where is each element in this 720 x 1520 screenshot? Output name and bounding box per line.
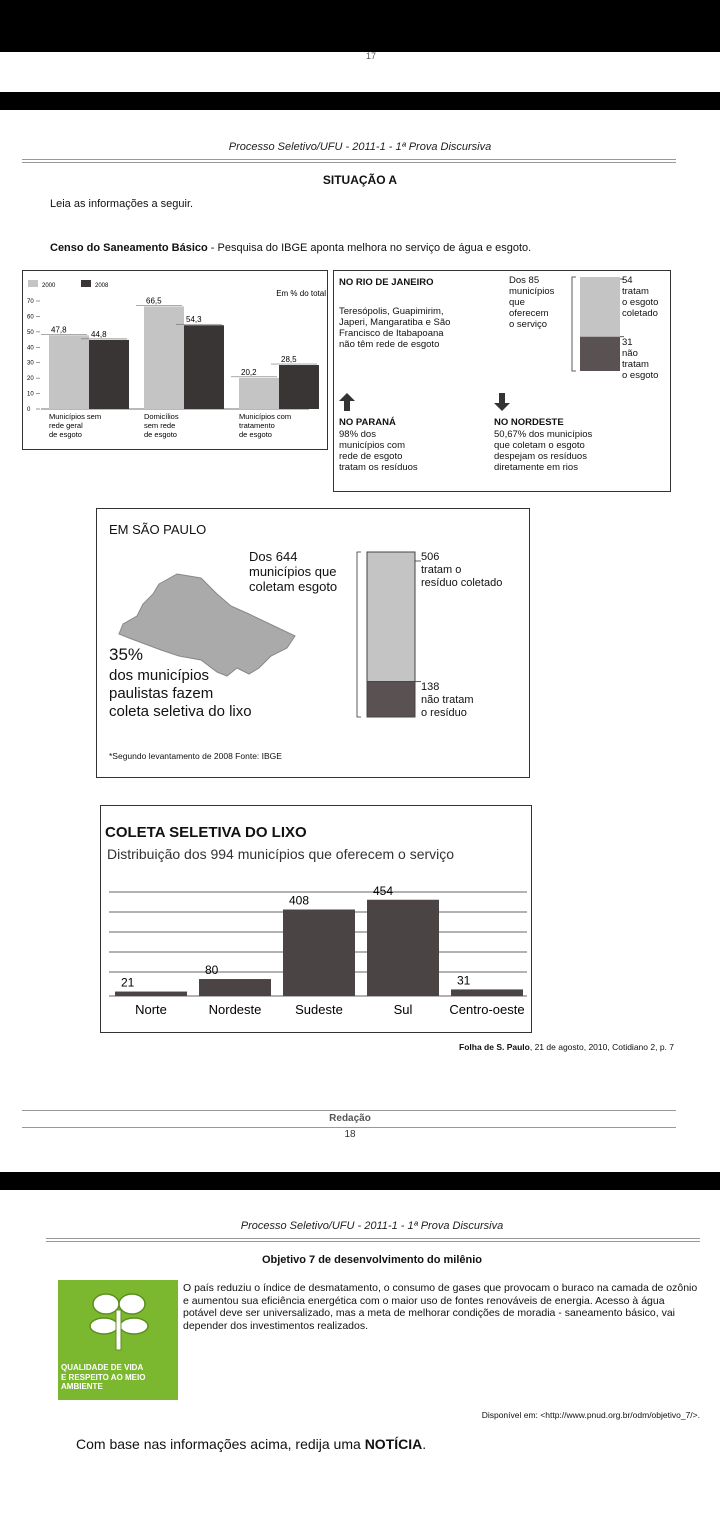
bar-2000-0	[49, 335, 89, 409]
y-tick-label: 30	[27, 360, 34, 367]
sp-top-value: 506 tratam o resíduo coletado	[421, 551, 503, 589]
nordeste-text: 50,67% dos municípios que coletam o esgoto despejam os resíduos diretamente em rios	[494, 429, 593, 473]
y-tick-label: 20	[27, 376, 34, 383]
sp-big-text: dos municípios paulistas fazem coleta seletiva do lixo	[109, 667, 252, 720]
value-label: 20,2	[241, 367, 257, 377]
rio-title: NO RIO DE JANEIRO	[339, 277, 434, 288]
saneamento-bar-chart	[23, 271, 327, 449]
value-label: 54,3	[186, 315, 202, 325]
footer-rule-2	[22, 1127, 676, 1128]
sp-of-total: Dos 644 municípios que coletam esgoto	[249, 549, 338, 594]
section-title: SITUAÇÃO A	[322, 173, 398, 187]
nordeste-title: NO NORDESTE	[494, 417, 564, 428]
category-label: sem rede	[144, 421, 176, 430]
coleta-title: COLETA SELETIVA DO LIXO	[105, 824, 307, 841]
category-label-sul: Sul	[393, 1002, 413, 1017]
sao-paulo-box	[96, 508, 530, 778]
header-rule	[22, 159, 676, 160]
sp-bracket	[357, 552, 361, 717]
y-tick-label: 70	[27, 299, 34, 305]
census-text: - Pesquisa do IBGE aponta melhora no serviço de água e esgoto.	[207, 242, 532, 254]
legend-label-2008: 2008	[95, 283, 109, 289]
rio-bracket	[572, 277, 576, 371]
category-label-norte: Norte	[135, 1002, 167, 1017]
census-line	[50, 242, 531, 254]
sp-footnote: *Segundo levantamento de 2008 Fonte: IBGE	[109, 751, 282, 761]
rio-top-value: 54 tratam o esgoto coletado	[622, 275, 659, 319]
value-label-sul: 454	[373, 883, 394, 898]
sp-stacked-bar	[347, 547, 427, 727]
bar-2008-0	[89, 340, 129, 409]
page2-title: Objetivo 7 de desenvolvimento do milênio	[261, 1254, 483, 1266]
bar-centro-oeste	[451, 989, 523, 996]
category-label: tratamento	[239, 421, 275, 430]
bar-sul	[367, 900, 439, 996]
parana-title: NO PARANÁ	[339, 417, 396, 428]
legend-swatch-2000	[28, 280, 38, 287]
arrow-up-icon	[339, 393, 355, 411]
bar-2008-1	[184, 325, 224, 409]
value-label: 44,8	[91, 329, 107, 339]
logo-text: QUALIDADE DE VIDA E RESPEITO AO MEIO AMBIENTE	[61, 1363, 146, 1391]
value-label: 66,5	[146, 296, 162, 306]
page2-header-rule	[46, 1238, 700, 1239]
value-label-nordeste: 80	[205, 963, 219, 978]
unit-label: Em % do total	[276, 289, 326, 298]
value-label: 47,8	[51, 325, 67, 335]
saneamento-chart-box	[22, 270, 328, 450]
sp-big-pct: 35%	[109, 645, 144, 664]
legend-label-2000: 2000	[42, 283, 56, 289]
category-label: de esgoto	[239, 430, 272, 439]
sp-title: EM SÃO PAULO	[109, 522, 207, 537]
category-label: Municípios com	[239, 412, 292, 421]
y-tick-label: 60	[27, 314, 34, 321]
flower-icon	[58, 1280, 178, 1360]
bar-sudeste	[283, 910, 355, 996]
category-label: Municípios sem	[49, 412, 102, 421]
rio-bottom-value: 31 não tratam o esgoto	[622, 337, 659, 381]
available-at: Disponível em: <http://www.pnud.org.br/odm/objetivo_7/>.	[481, 1410, 700, 1420]
sp-bottom-value: 138 não tratam o resíduo	[421, 681, 474, 719]
odm-paragraph: O país reduziu o índice de desmatamento, o consumo de gases que provocam o buraco na camada de ozônio e aumentou sua eficiência energética com o maior uso de fontes renováveis de energia. Acesso à água potável deve ser universalizado, mas a meta de melhorar condições de moradia - saneamento básico, vai depender dos investimentos realizados.	[183, 1282, 698, 1332]
y-tick-label: 0	[27, 407, 31, 413]
page2-header: Processo Seletivo/UFU - 2011-1 - 1ª Prova Discursiva	[240, 1220, 504, 1232]
coleta-seletiva-box	[100, 805, 532, 1033]
bar-norte	[115, 992, 187, 996]
footer-page: 18	[344, 1129, 356, 1140]
bar-2000-2	[239, 378, 279, 409]
value-label-centro-oeste: 31	[457, 973, 471, 988]
top-page-number: 17	[366, 51, 377, 61]
legend-swatch-2008	[81, 280, 91, 287]
regional-info-box	[333, 270, 671, 492]
category-label: de esgoto	[49, 430, 82, 439]
sp-bar-nao-tratam	[367, 682, 415, 717]
top-black-bar	[0, 0, 720, 52]
rio-bar-nao-tratam	[580, 337, 620, 371]
coleta-subtitle: Distribuição dos 994 municípios que oferecem o serviço	[107, 846, 455, 862]
parana-text: 98% dos municípios com rede de esgoto tratam os resíduos	[339, 429, 418, 473]
value-label-norte: 21	[121, 975, 135, 990]
page-separator-bar	[0, 92, 720, 110]
coleta-bar-chart	[101, 870, 531, 1030]
bar-2000-1	[144, 306, 184, 409]
bar-2008-2	[279, 365, 319, 409]
instruction: Com base nas informações acima, redija uma NOTÍCIA.	[76, 1436, 427, 1452]
rio-text: Teresópolis, Guapimirim, Japeri, Mangaratiba e São Francisco de Itabapoana não têm rede de esgoto	[339, 306, 451, 350]
bar-nordeste	[199, 979, 271, 996]
category-label-sudeste: Sudeste	[295, 1002, 343, 1017]
category-label-centro-oeste: Centro-oeste	[449, 1002, 525, 1017]
page2-header-rule-2	[46, 1241, 700, 1242]
rio-stacked-bar	[568, 274, 628, 374]
intro-text: Leia as informações a seguir.	[50, 198, 194, 210]
y-tick-label: 10	[27, 391, 34, 398]
y-tick-label: 50	[27, 329, 34, 336]
sp-bar-tratam	[367, 552, 415, 682]
rio-of-total: Dos 85 municípios que oferecem o serviço	[509, 275, 555, 330]
rio-bar-tratam	[580, 277, 620, 337]
value-label-sudeste: 408	[289, 893, 310, 908]
arrow-down-icon	[494, 393, 510, 411]
y-tick-label: 40	[27, 345, 34, 352]
value-label: 28,5	[281, 355, 297, 365]
odm-logo	[58, 1280, 178, 1400]
header-rule-2	[22, 162, 676, 163]
category-label: de esgoto	[144, 430, 177, 439]
page1-header: Processo Seletivo/UFU - 2011-1 - 1ª Prova Discursiva	[228, 141, 492, 153]
footer-label: Redação	[329, 1113, 371, 1124]
footer-rule	[22, 1110, 676, 1111]
page-separator-bar-2	[0, 1172, 720, 1190]
category-label: rede geral	[49, 421, 83, 430]
category-label: Domicílios	[144, 412, 179, 421]
census-title: Censo do Saneamento Básico	[50, 242, 208, 254]
source-citation: Folha de S. Paulo, 21 de agosto, 2010, Cotidiano 2, p. 7	[459, 1042, 674, 1052]
category-label-nordeste: Nordeste	[208, 1002, 262, 1017]
